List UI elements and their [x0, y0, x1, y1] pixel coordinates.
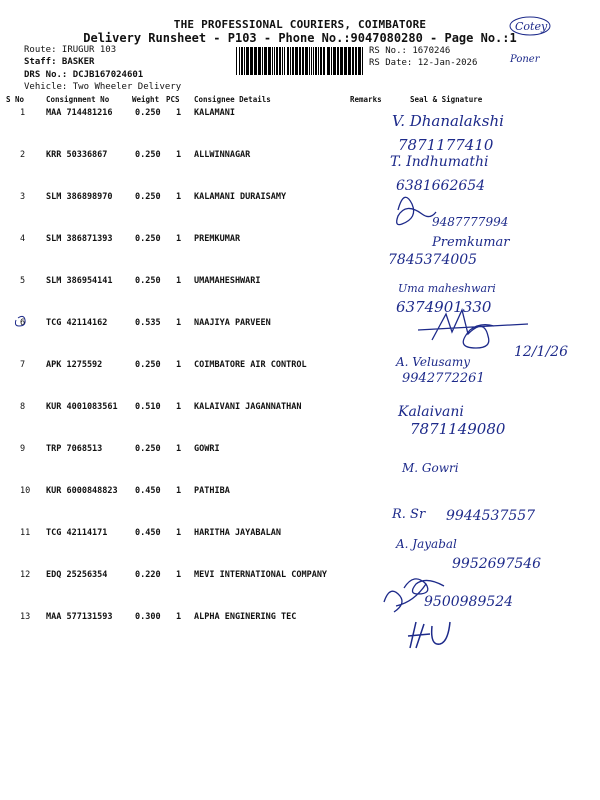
row-consignment-no: KRR 50336867: [46, 150, 108, 160]
sig6-date: 12/1/26: [514, 344, 568, 360]
barcode-bar: [313, 47, 314, 75]
barcode-bar: [268, 47, 271, 75]
barcode-bar: [305, 47, 308, 75]
vehicle-label: Vehicle: Two Wheeler Delivery: [24, 82, 182, 92]
row-sno: 5: [20, 276, 26, 286]
row-consignment-no: TCG 42114171: [46, 528, 108, 538]
row-consignment-no: KUR 6000848823: [46, 486, 118, 496]
row-consignee: ALLWINNAGAR: [194, 150, 251, 160]
col-sno: S No: [6, 95, 25, 104]
company-name: THE PROFESSIONAL COURIERS, COIMBATORE: [173, 18, 427, 31]
barcode-bar: [258, 47, 261, 75]
barcode: [236, 47, 364, 75]
barcode-bar: [299, 47, 301, 75]
row-pcs: 1: [176, 360, 182, 370]
col-consignment: Consignment No: [46, 95, 110, 104]
row-consignment-no: TCG 42114162: [46, 318, 108, 328]
sig8-phone: 7871149080: [410, 420, 506, 438]
sig6-scribble: [418, 310, 528, 348]
row-consignment-no: SLM 386871393: [46, 234, 113, 244]
barcode-bar: [340, 47, 343, 75]
row-consignee: KALAMANI DURAISAMY: [194, 192, 287, 202]
col-consignee: Consignee Details: [194, 95, 271, 104]
sig9-name: M. Gowri: [402, 461, 459, 475]
row-sno: 13: [20, 612, 31, 622]
sig12-scribble: [384, 579, 444, 612]
barcode-bar: [362, 47, 363, 75]
row-sno: 1: [20, 108, 26, 118]
row-pcs: 1: [176, 570, 182, 580]
barcode-bar: [302, 47, 304, 75]
sig10-phone: 9944537557: [446, 508, 536, 524]
row-consignment-no: KUR 4001083561: [46, 402, 118, 412]
row-consignee: PATHIBA: [194, 486, 230, 496]
barcode-bar: [244, 47, 245, 75]
row-consignment-no: EDQ 25256354: [46, 570, 108, 580]
sig3-phone: 9487777994: [432, 215, 509, 229]
corner-scribble-bottom: Poner: [510, 54, 540, 65]
row-weight: 0.250: [135, 234, 161, 244]
row-consignment-no: TRP 7068513: [46, 444, 103, 454]
route-label: Route: IRUGUR 103: [24, 45, 117, 55]
barcode-bar: [348, 47, 351, 75]
barcode-bar: [250, 47, 253, 75]
sig2-name: T. Indhumathi: [390, 154, 489, 170]
barcode-bar: [320, 47, 322, 75]
sig5-name: Uma maheshwari: [398, 282, 496, 295]
row-pcs: 1: [176, 192, 182, 202]
row-consignment-no: MAA 714481216: [46, 108, 113, 118]
drs-number: DRS No.: DCJB167024601: [24, 70, 144, 80]
sig12-phone: 9500989524: [424, 594, 514, 610]
barcode-bar: [290, 47, 291, 75]
row-pcs: 1: [176, 486, 182, 496]
row-consignment-no: APK 1275592: [46, 360, 103, 370]
runsheet-title: Delivery Runsheet - P103 - Phone No.:9047080280 - Page No.:1: [83, 31, 517, 45]
row-pcs: 1: [176, 318, 182, 328]
row-consignment-no: SLM 386898970: [46, 192, 113, 202]
barcode-bar: [239, 47, 240, 75]
barcode-bar: [292, 47, 294, 75]
barcode-bar: [315, 47, 317, 75]
row-pcs: 1: [176, 528, 182, 538]
row-consignment-no: MAA 577131593: [46, 612, 113, 622]
sig13-scribble: [408, 622, 450, 648]
row-sno: 3: [20, 192, 26, 202]
col-remarks: Remarks: [350, 95, 382, 104]
sig1-phone: 7871177410: [398, 136, 494, 154]
row-consignee: GOWRI: [194, 444, 220, 454]
barcode-bar: [272, 47, 273, 75]
barcode-bar: [262, 47, 263, 75]
row-consignee: KALAIVANI JAGANNATHAN: [194, 402, 302, 412]
barcode-bar: [318, 47, 319, 75]
row-sno: 2: [20, 150, 26, 160]
row-sno: 6: [20, 318, 26, 328]
barcode-bar: [254, 47, 257, 75]
row-weight: 0.250: [135, 444, 161, 454]
row-sno: 8: [20, 402, 26, 412]
sig3-scribble: [397, 197, 436, 224]
row-weight: 0.250: [135, 276, 161, 286]
sig7-name: A. Velusamy: [396, 355, 470, 369]
row-pcs: 1: [176, 234, 182, 244]
rs-date: RS Date: 12-Jan-2026: [369, 58, 478, 68]
row-consignment-no: SLM 386954141: [46, 276, 113, 286]
col-pcs: PCS: [166, 95, 180, 104]
sig7-phone: 9942772261: [402, 371, 485, 386]
row-consignee: UMAMAHESHWARI: [194, 276, 261, 286]
row-pcs: 1: [176, 444, 182, 454]
barcode-bar: [344, 47, 347, 75]
sig4-name: Premkumar: [432, 235, 510, 250]
sig10-text: R. Sr: [392, 507, 426, 522]
barcode-bar: [279, 47, 281, 75]
barcode-bar: [311, 47, 312, 75]
row-weight: 0.220: [135, 570, 161, 580]
row-pcs: 1: [176, 612, 182, 622]
row-pcs: 1: [176, 108, 182, 118]
sig1-name: V. Dhanalakshi: [392, 112, 504, 130]
corner-scribble-top: Cotey: [515, 20, 548, 33]
barcode-bar: [274, 47, 275, 75]
row-pcs: 1: [176, 150, 182, 160]
barcode-bar: [236, 47, 237, 75]
row-consignee: NAAJIYA PARVEEN: [194, 318, 271, 328]
barcode-bar: [333, 47, 336, 75]
sig8-name: Kalaivani: [398, 404, 464, 420]
row-consignee: HARITHA JAYABALAN: [194, 528, 281, 538]
row-sno: 4: [20, 234, 26, 244]
row-weight: 0.450: [135, 528, 161, 538]
row-sno: 12: [20, 570, 31, 580]
row-weight: 0.250: [135, 360, 161, 370]
barcode-bar: [284, 47, 285, 75]
row-weight: 0.250: [135, 192, 161, 202]
row-pcs: 1: [176, 276, 182, 286]
staff-label: Staff: BASKER: [24, 57, 95, 67]
row-consignee: KALAMANI: [194, 108, 235, 118]
col-weight: Weight: [132, 95, 160, 104]
row-consignee: COIMBATORE AIR CONTROL: [194, 360, 307, 370]
barcode-bar: [331, 47, 332, 75]
row-sno: 10: [20, 486, 31, 496]
barcode-bar: [323, 47, 325, 75]
row-weight: 0.535: [135, 318, 161, 328]
row-consignee: ALPHA ENGINERING TEC: [194, 612, 297, 622]
barcode-bar: [337, 47, 339, 75]
col-signature: Seal & Signature: [410, 95, 483, 104]
row-sno: 9: [20, 444, 26, 454]
sig5-phone: 6374901330: [396, 298, 492, 316]
rs-number: RS No.: 1670246: [369, 46, 451, 56]
row-weight: 0.250: [135, 108, 161, 118]
barcode-bar: [352, 47, 354, 75]
row-weight: 0.300: [135, 612, 161, 622]
barcode-bar: [287, 47, 289, 75]
barcode-bar: [246, 47, 249, 75]
barcode-bar: [295, 47, 298, 75]
row-weight: 0.450: [135, 486, 161, 496]
barcode-bar: [282, 47, 283, 75]
barcode-bar: [264, 47, 267, 75]
row-weight: 0.510: [135, 402, 161, 412]
sig11-name: A. Jayabal: [396, 537, 457, 551]
barcode-bar: [355, 47, 357, 75]
row-weight: 0.250: [135, 150, 161, 160]
row-sno: 7: [20, 360, 26, 370]
row-consignee: MEVI INTERNATIONAL COMPANY: [194, 570, 328, 580]
barcode-bar: [309, 47, 310, 75]
barcode-bar: [327, 47, 330, 75]
barcode-bar: [241, 47, 243, 75]
row-consignee: PREMKUMAR: [194, 234, 241, 244]
row-pcs: 1: [176, 402, 182, 412]
row-sno: 11: [20, 528, 31, 538]
barcode-bar: [276, 47, 278, 75]
sig11-phone: 9952697546: [452, 556, 542, 572]
barcode-bar: [358, 47, 361, 75]
sig2-phone: 6381662654: [396, 178, 486, 194]
sig4-phone: 7845374005: [388, 252, 478, 268]
